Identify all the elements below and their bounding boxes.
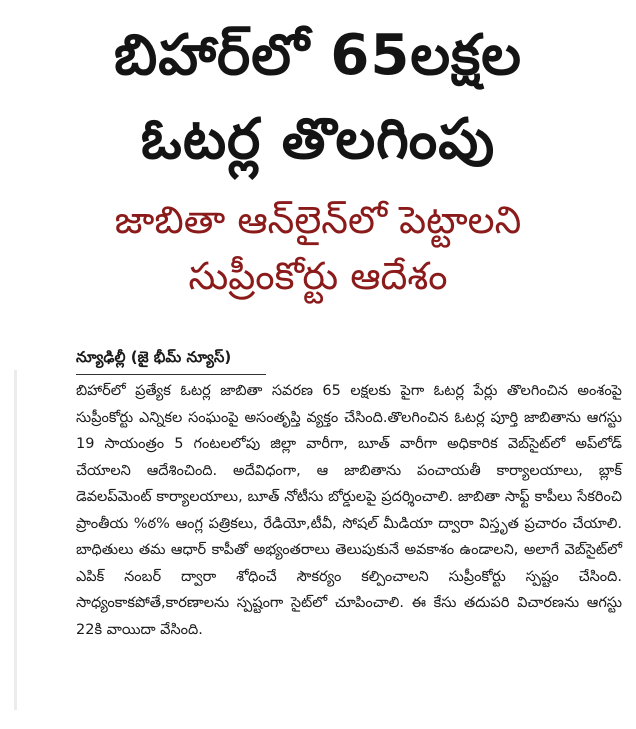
subheadline-line-2: సుప్రీంకోర్టు ఆదేశం (188, 254, 448, 298)
article-body: బిహార్‌లో ప్రత్యేక ఓటర్ల జాబితా సవరణ 65 లక్షలకు పైగా ఓటర్ల పేర్లు తొలగించిన అంశంపై సుప్రీంకోర్టు ఎన్నికల సంఘంపై అసంతృప్తి వ్యక్తం చేసింది.తొలగించిన ఓటర్ల పూర్తి జాబితాను ఆగస్టు 19 సాయంత్రం 5 గంటలలోపు జిల్లా వారీగా, బూత్ వారీగా అధికారిక వెబ్‌సైట్‌లో అప్‌లోడ్ చేయాలని ఆదేశించింది. అదేవిధంగా, ఆ జాబితాను పంచాయతీ కార్యాలయాలు, బ్లాక్ డెవలప్‌మెంట్ కార్యాలయాలు, బూత్ నోటీసు బోర్డులపై ప్రదర్శించాలి. జాబితా సాఫ్ట్ కాపీలు సేకరించి ప్రాంతీయ %ఠ% ఆంగ్ల పత్రికలు, రేడియో,టీవీ, సోషల్ మీడియా ద్వారా విస్తృత ప్రచారం చేయాలి. బాధితులు తమ ఆధార్ కాపీతో అభ్యంతరాలు తెలుపుకునే అవకాశం ఉండాలని, అలాగే వెబ్‌సైట్‌లో ఎపిక్ నంబర్ ద్వారా శోధించే సౌకర్యం కల్పించాలని సుప్రీంకోర్టు స్పష్టం చేసింది. సాధ్యంకాకపోతే,కారణాలను స్పష్టంగా సైట్‌లో చూపించాలి. ఈ కేసు తదుపరి విచారణను ఆగస్టు 22కి వాయిదా వేసింది. (76, 383, 622, 638)
dateline: న్యూఢిల్లీ (జై భీమ్ న్యూస్) (76, 348, 232, 366)
dateline-rule (76, 374, 266, 375)
headline-line-1: బిహార్‌లో 65లక్షల (114, 23, 522, 88)
headline (0, 0, 636, 182)
headline-line-2: ఓటర్ల తొలగింపు (140, 107, 496, 172)
subheadline-line-1: జాబితా ఆన్‌లైన్‌లో పెట్టాలని (114, 198, 522, 242)
margin-shade (14, 370, 17, 710)
dateline-block (76, 346, 268, 375)
subheadline (0, 192, 636, 304)
